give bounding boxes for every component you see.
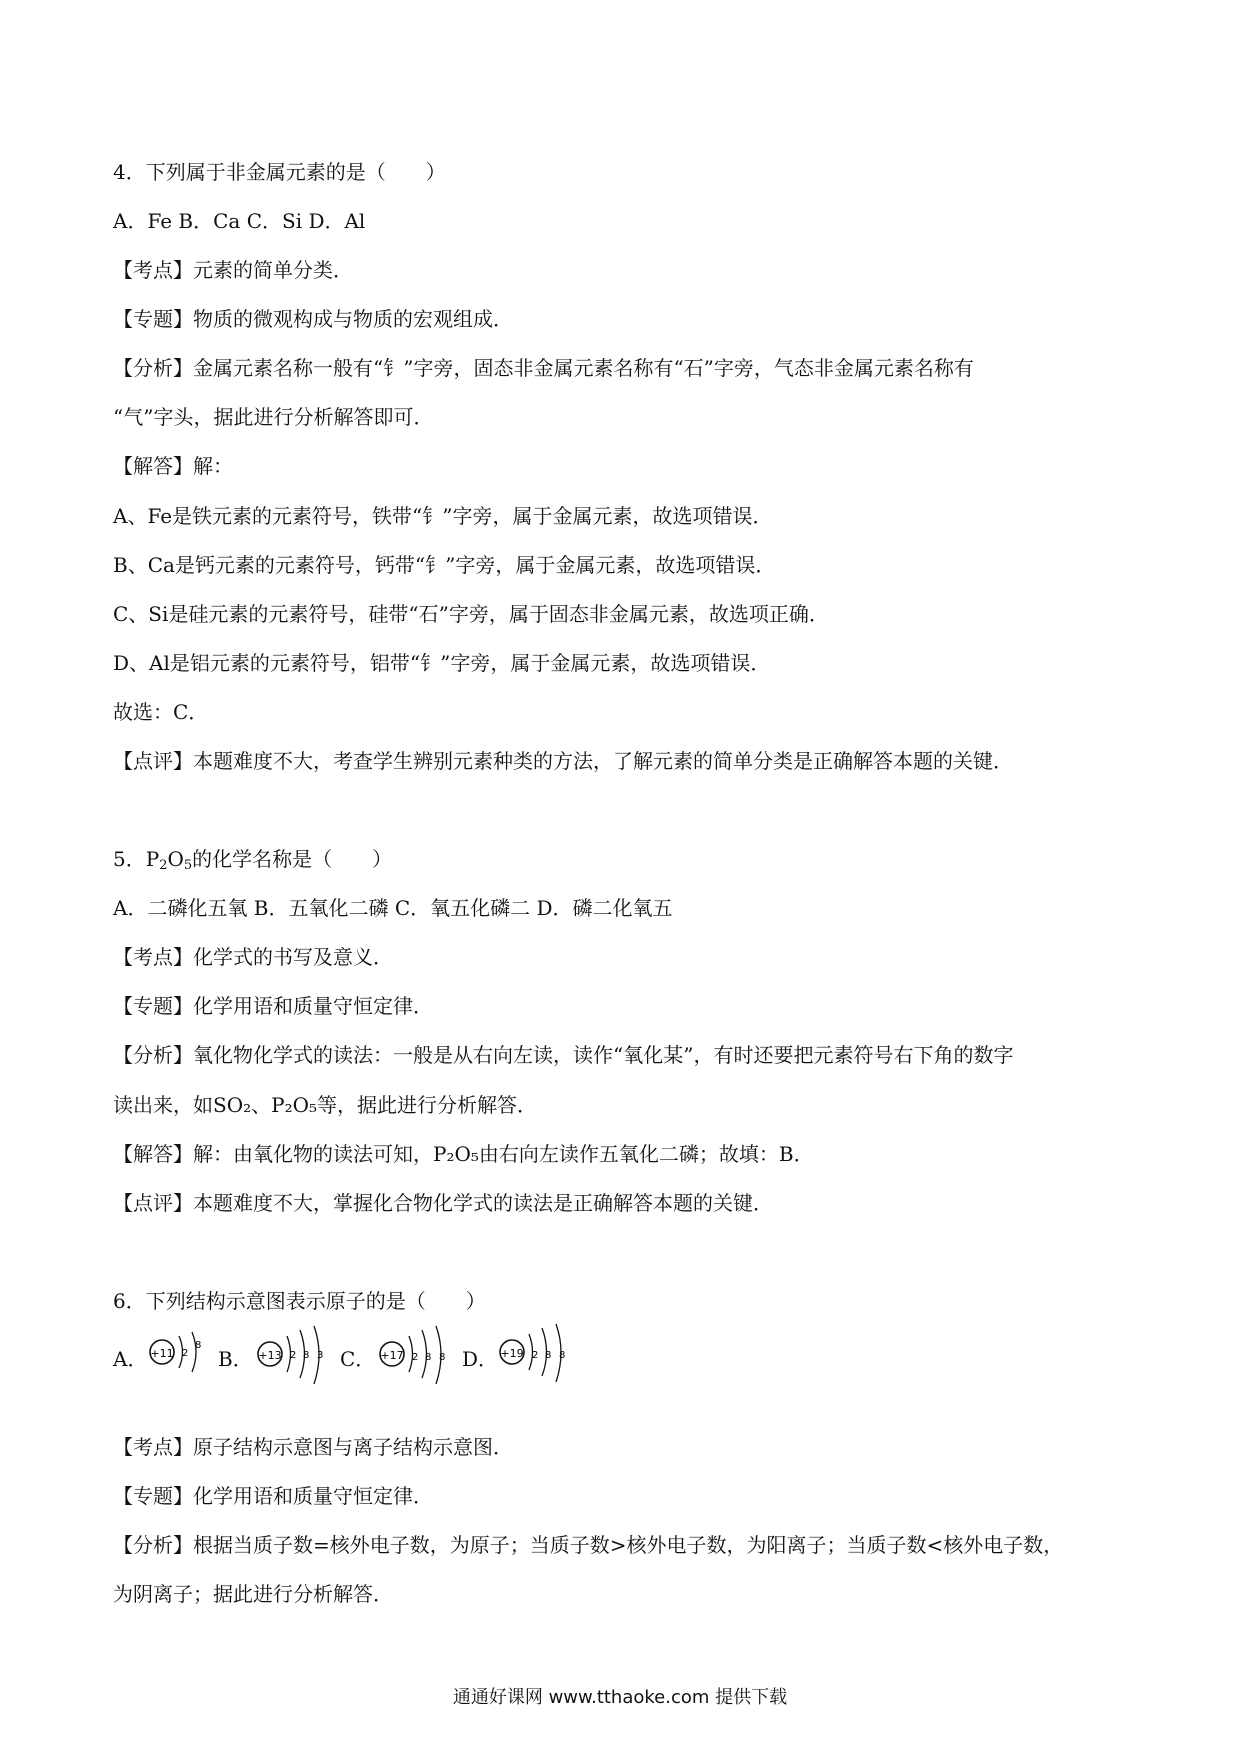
q5-dianping: 【点评】本题难度不大，掌握化合物化学式的读法是正确解答本题的关键． [113,1191,773,1215]
q6-c-shell-3: 8 [439,1352,446,1363]
q6-b-shell-1: 2 [290,1350,297,1361]
q6-b-shell-2: 8 [303,1350,310,1361]
q5-fenxi-line1: 【分析】氧化物化学式的读法：一般是从右向左读，读作“氧化某”，有时还要把元素符号右下角的数字 [113,1043,1014,1067]
q6-option-a-label: A． [113,1347,148,1371]
q5-fenxi-line2: 读出来，如SO₂、P₂O₅等，据此进行分析解答． [113,1093,538,1117]
q6-diagram-c [376,1322,460,1388]
q6-diagram-b [254,1322,338,1388]
q5-stem-mid: O [167,847,184,871]
q6-c-shell-2: 8 [425,1352,432,1363]
q6-a-shell-arc-2 [192,1332,196,1372]
q6-zhuanti: 【专题】化学用语和质量守恒定律． [113,1484,433,1508]
q4-jieda: 【解答】解： [113,454,233,478]
q5-stem-prefix: 5．P [113,847,160,871]
q6-diagram-d [496,1322,580,1388]
q6-a-shell-2: 8 [195,1340,202,1351]
q5-kaodian: 【考点】化学式的书写及意义． [113,945,393,969]
q6-option-c-label: C． [340,1347,376,1371]
q6-d-nucleus: +19 [500,1347,524,1360]
q6-d-shell-3: 8 [559,1350,566,1361]
q4-final-answer: 故选：C． [113,700,209,724]
q6-c-nucleus: +17 [380,1349,404,1362]
q6-option-d-label: D． [462,1347,499,1371]
q5-options: A．二磷化五氧 B．五氧化二磷 C．氧五化磷二 D．磷二化氧五 [113,896,673,920]
q4-answer-d: D、Al是铝元素的元素符号，铝带“钅”字旁，属于金属元素，故选项错误． [113,651,771,675]
q4-stem: 4．下列属于非金属元素的是（ ） [113,160,446,184]
q4-answer-b: B、Ca是钙元素的元素符号，钙带“钅”字旁，属于金属元素，故选项错误． [113,553,776,577]
q5-stem-sub2: 5 [183,858,193,873]
q4-answer-c: C、Si是硅元素的元素符号，硅带“石”字旁，属于固态非金属元素，故选项正确． [113,602,829,626]
q6-d-shell-1: 2 [532,1350,539,1361]
q6-stem: 6．下列结构示意图表示原子的是（ ） [113,1289,486,1313]
q5-stem [113,846,392,879]
q5-zhuanti: 【专题】化学用语和质量守恒定律． [113,994,433,1018]
q6-fenxi-line1: 【分析】根据当质子数=核外电子数，为原子；当质子数>核外电子数，为阳离子；当质子数<核外电子数， [113,1533,1064,1557]
q4-zhuanti: 【专题】物质的微观构成与物质的宏观组成． [113,307,513,331]
q6-a-shell-1: 2 [182,1348,189,1359]
q6-b-nucleus: +13 [258,1349,282,1362]
q6-d-shell-2: 8 [545,1350,552,1361]
q6-b-shell-3: 3 [317,1350,324,1361]
q6-fenxi-line2: 为阴离子；据此进行分析解答． [113,1582,393,1606]
q6-diagram-a [146,1322,216,1382]
q4-dianping: 【点评】本题难度不大，考查学生辨别元素种类的方法，了解元素的简单分类是正确解答本题的关键． [113,749,1013,773]
q4-fenxi-line2: “气”字头，据此进行分析解答即可． [113,405,434,429]
q6-kaodian: 【考点】原子结构示意图与离子结构示意图． [113,1435,513,1459]
q4-kaodian: 【考点】元素的简单分类． [113,258,353,282]
q5-stem-sub1: 2 [159,858,168,873]
q4-fenxi-line1: 【分析】金属元素名称一般有“钅”字旁，固态非金属元素名称有“石”字旁，气态非金属元素名称有 [113,356,974,380]
q6-option-b-label: B． [218,1347,253,1371]
q6-c-shell-1: 2 [412,1352,419,1363]
page-footer: 通通好课网 www.tthaoke.com 提供下载 [452,1687,788,1708]
q6-a-nucleus: +11 [150,1347,174,1360]
q4-answer-a: A、Fe是铁元素的元素符号，铁带“钅”字旁，属于金属元素，故选项错误． [113,504,773,528]
q4-options: A．Fe B．Ca C．Si D．Al [113,209,366,233]
q5-jieda: 【解答】解：由氧化物的读法可知，P₂O₅由右向左读作五氧化二磷；故填：B． [113,1142,814,1166]
q5-stem-suffix: 的化学名称是（ ） [192,847,393,871]
